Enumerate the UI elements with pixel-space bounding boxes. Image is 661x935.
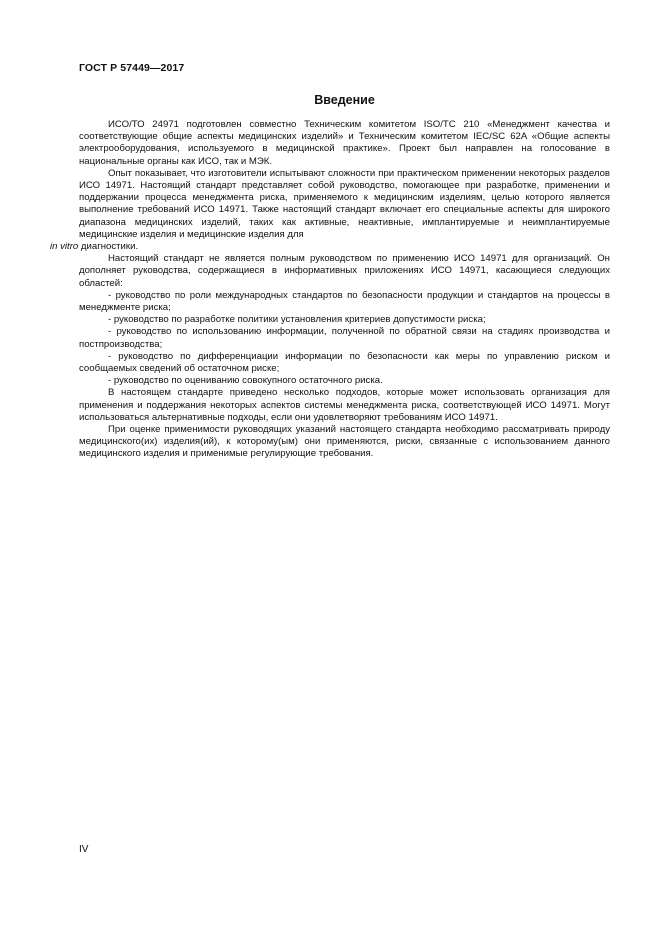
page-header: ГОСТ Р 57449—2017 bbox=[79, 62, 185, 74]
paragraph: При оценке применимости руководящих указаний настоящего стандарта необходимо рассматривать природу медицинского(их) изделия(ий), к которому(ым) они применяются, риски, связанные с использованием данного медицинского изделия и применимые регулирующие требования. bbox=[79, 424, 610, 460]
list-item: - руководство по оцениванию совокупного остаточного риска. bbox=[108, 375, 383, 387]
paragraph-text: Опыт показывает, что изготовители испытывают сложности при практическом применении некоторых разделов ИСО 14971. Настоящий стандарт представляет собой руководство, помогающее при разработке, применении и поддержании процесса менеджмента риска, применяемого к медицинским изделиям, целью которого является выполнение требований ИСО 14971. Также настоящий стандарт включает его специальные аспекты для широкого диапазона медицинских изделий, таких как активные, неактивные, имплантируемые и неимплантируемые медицинские изделия и медицинские изделия для bbox=[79, 167, 610, 240]
paragraph: ИСО/ТО 24971 подготовлен совместно Техническим комитетом ISO/TC 210 «Менеджмент качества и соответствующие общие аспекты медицинских изделий» и Техническим комитетом IEC/SC 62A «Общие аспекты электрооборудования, используемого в медицинской практике». Проект был направлен на голосование в национальные органы как ИСО, так и МЭК. bbox=[79, 119, 610, 167]
body-text bbox=[50, 119, 610, 461]
paragraph bbox=[50, 167, 610, 253]
in-vitro-term: in vitro bbox=[50, 241, 79, 253]
list-item: - руководство по дифференциации информации по безопасности как меры по управлению риском и сообщаемых сведений об остаточном риске; bbox=[79, 350, 610, 375]
section-title: Введение bbox=[314, 93, 375, 107]
list-item: - руководство по роли международных стандартов по безопасности продукции и стандартов на процессы в менеджменте риска; bbox=[79, 289, 610, 314]
page-number: IV bbox=[79, 844, 89, 855]
in-vitro-rest: диагностики. bbox=[78, 241, 139, 253]
list-item: - руководство по разработке политики установления критериев допустимости риска; bbox=[108, 314, 486, 326]
list-item: - руководство по использованию информации, полученной по обратной связи на стадиях производства и постпроизводства; bbox=[79, 326, 610, 350]
bullet-list bbox=[79, 290, 610, 388]
paragraph: В настоящем стандарте приведено несколько подходов, которые может использовать организация для применения и поддержания некоторых аспектов системы менеджмента риска, соответствующей ИСО 14971. Могут использоваться альтернативные подходы, если они удовлетворяют требованиям ИСО 14971. bbox=[79, 387, 610, 423]
paragraph: Настоящий стандарт не является полным руководством по применению ИСО 14971 для организаций. Он дополняет руководства, содержащиеся в информативных приложениях ИСО 14971, касающиеся следующих областей: bbox=[79, 253, 610, 289]
